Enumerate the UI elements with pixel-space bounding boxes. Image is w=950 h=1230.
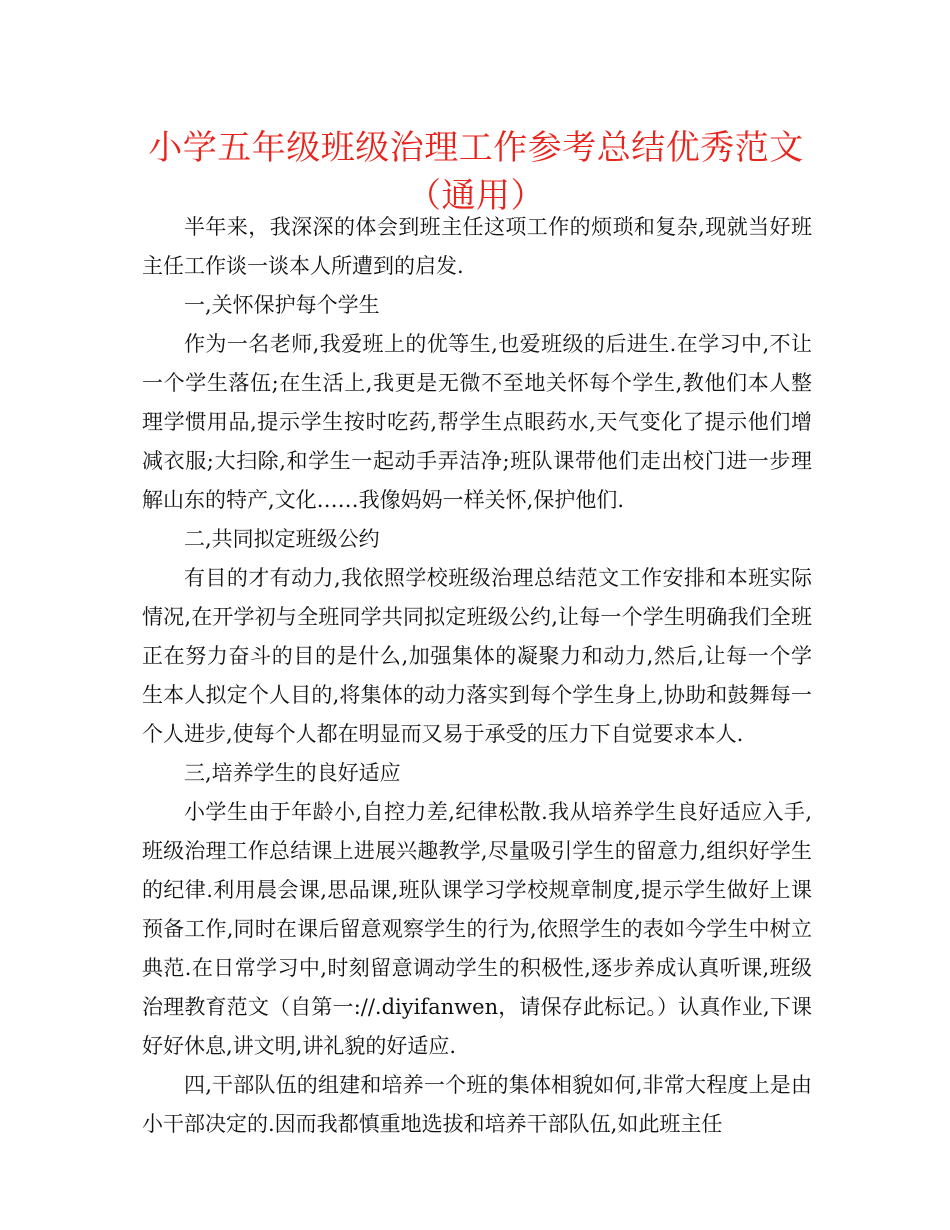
- document-title: 小学五年级班级治理工作参考总结优秀范文（通用）: [148, 128, 804, 216]
- paragraph-section-1: 作为一名老师,我爱班上的优等生,也爱班级的后进生.在学习中,不让一个学生落伍;在生活上,我更是无微不至地关怀每个学生,教他们本人整理学惯用品,提示学生按时吃药,帮学生点眼药水,天气变化了提示他们增减衣服;大扫除,和学生一起动手弄洁净;班队课带他们走出校门进一步理解山东的特产,文化……我像妈妈一样关怀,保护他们.: [142, 332, 812, 512]
- section-heading-1: 一,关怀保护每个学生: [184, 293, 380, 317]
- document-body: [142, 208, 812, 1144]
- paragraph-section-2: 有目的才有动力,我依照学校班级治理总结范文工作安排和本班实际情况,在开学初与全班同学共同拟定班级公约,让每一个学生明确我们全班正在努力奋斗的目的是什么,加强集体的凝聚力和动力,然后,让每一个学生本人拟定个人目的,将集体的动力落实到每个学生身上,协助和鼓舞每一个人进步,使每个人都在明显而又易于承受的压力下自觉要求本人.: [142, 566, 812, 746]
- paragraph-section-3: 小学生由于年龄小,自控力差,纪律松散.我从培养学生良好适应入手,班级治理工作总结课上进展兴趣教学,尽量吸引学生的留意力,组织好学生的纪律.利用晨会课,思品课,班队课学习学校规章制度,提示学生做好上课预备工作,同时在课后留意观察学生的行为,依照学生的表如今学生中树立典范.在日常学习中,时刻留意调动学生的积极性,逐步养成认真听课,班级治理教育范文（自第一://.diyifanwen，请保存此标记。）认真作业,下课好好休息,讲文明,讲礼貌的好适应.: [142, 800, 812, 1058]
- section-heading-2: 二,共同拟定班级公约: [184, 527, 380, 551]
- paragraph-section-4: 四,干部队伍的组建和培养一个班的集体相貌如何,非常大程度上是由小干部决定的.因而我都慎重地选拔和培养干部队伍,如此班主任: [142, 1073, 812, 1136]
- paragraph-intro: 半年来，我深深的体会到班主任这项工作的烦琐和复杂,现就当好班主任工作谈一谈本人所遭到的启发.: [142, 215, 812, 278]
- section-heading-3: 三,培养学生的良好适应: [184, 761, 401, 785]
